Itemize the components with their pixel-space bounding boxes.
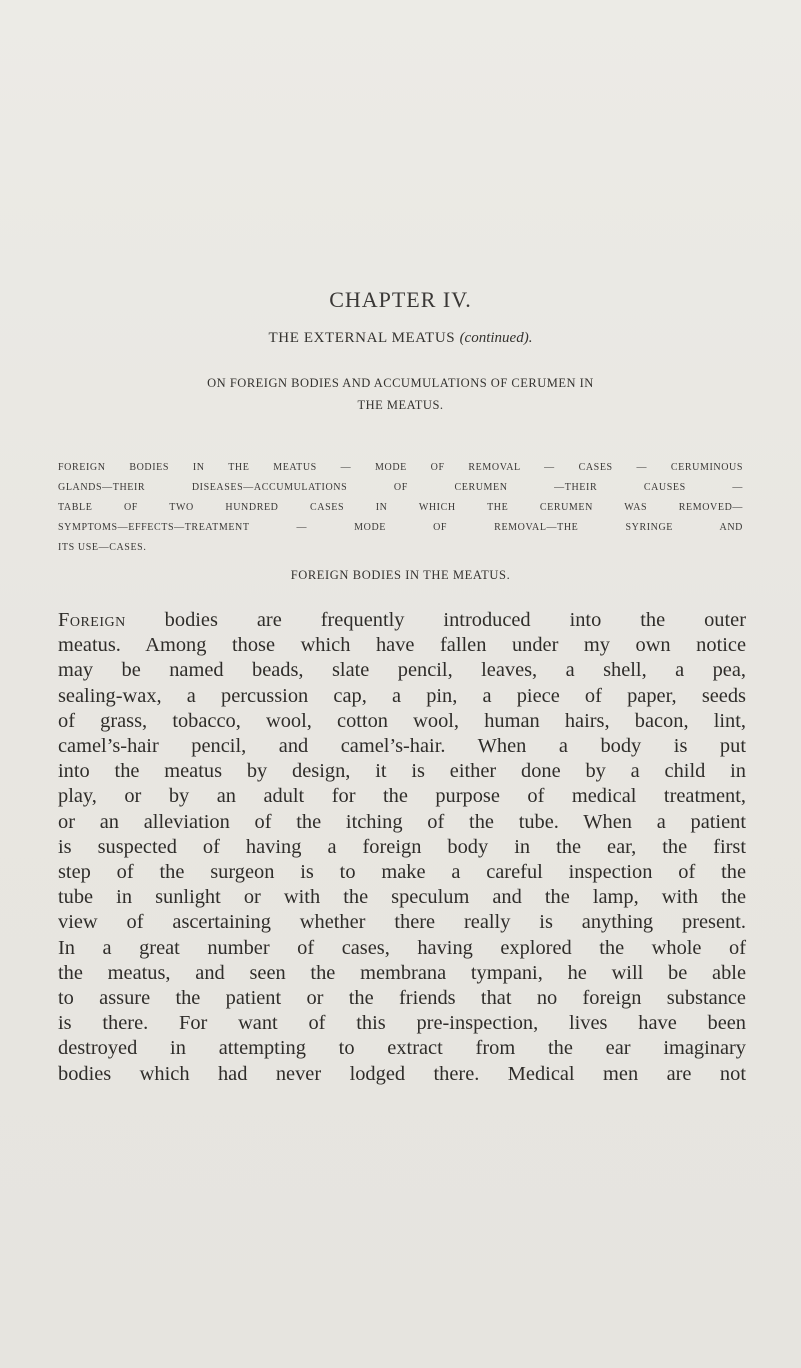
section-continued-label: (continued). (459, 330, 533, 346)
body-line-first-rest: bodies are frequently introduced into the outer (125, 609, 746, 631)
body-line: of grass, tobacco, wool, cotton wool, human hairs, bacon, lint, (58, 709, 746, 732)
chapter-title: CHAPTER IV. (329, 287, 472, 312)
summary-line: FOREIGN BODIES IN THE MEATUS — MODE OF REMOVAL — CASES — CERUMINOUS (58, 462, 743, 473)
body-line: the meatus, and seen the membrana tympani, he will be able (58, 961, 746, 984)
body-line: In a great number of cases, having explored the whole of (58, 936, 746, 959)
body-line: play, or by an adult for the purpose of medical treatment, (58, 785, 746, 808)
chapter-summary (58, 458, 743, 558)
subtitle-line: THE MEATUS. (357, 398, 444, 412)
chapter-subtitle (95, 372, 706, 416)
body-line: bodies which had never lodged there. Medical men are not (58, 1062, 746, 1085)
summary-line: GLANDS—THEIR DISEASES—ACCUMULATIONS OF CERUMEN —THEIR CAUSES — (58, 482, 743, 493)
body-line: camel’s-hair pencil, and camel’s-hair. When a body is put (58, 735, 746, 758)
body-line: is there. For want of this pre-inspection, lives have been (58, 1012, 746, 1035)
body-line: may be named beads, slate pencil, leaves, a shell, a pea, (58, 659, 746, 682)
body-line: into the meatus by design, it is either done by a child in (58, 760, 746, 783)
body-line: is suspected of having a foreign body in the ear, the first (58, 835, 746, 858)
body-line: or an alleviation of the itching of the tube. When a patient (58, 810, 746, 833)
section-title-text: THE EXTERNAL MEATUS (268, 330, 456, 346)
body-paragraph (58, 608, 746, 1087)
body-line-first (58, 608, 746, 633)
subtitle-line: ON FOREIGN BODIES AND ACCUMULATIONS OF CERUMEN IN (207, 376, 594, 390)
body-line: meatus. Among those which have fallen under my own notice (58, 634, 746, 657)
body-line: sealing-wax, a percussion cap, a pin, a piece of paper, seeds (58, 684, 746, 707)
section-subheading: FOREIGN BODIES IN THE MEATUS. (290, 568, 511, 582)
body-line: destroyed in attempting to extract from the ear imaginary (58, 1037, 746, 1060)
summary-line: ITS USE—CASES. (58, 542, 147, 553)
body-line: tube in sunlight or with the speculum and the lamp, with the (58, 886, 746, 909)
section-title (0, 330, 801, 347)
body-line: view of ascertaining whether there really is anything present. (58, 911, 746, 934)
drop-word: Foreign (58, 609, 126, 631)
body-line: to assure the patient or the friends that no foreign substance (58, 987, 746, 1010)
summary-line: SYMPTOMS—EFFECTS—TREATMENT — MODE OF REMOVAL—THE SYRINGE AND (58, 522, 743, 533)
body-line: step of the surgeon is to make a careful inspection of the (58, 861, 746, 884)
summary-line: TABLE OF TWO HUNDRED CASES IN WHICH THE CERUMEN WAS REMOVED— (58, 502, 743, 513)
